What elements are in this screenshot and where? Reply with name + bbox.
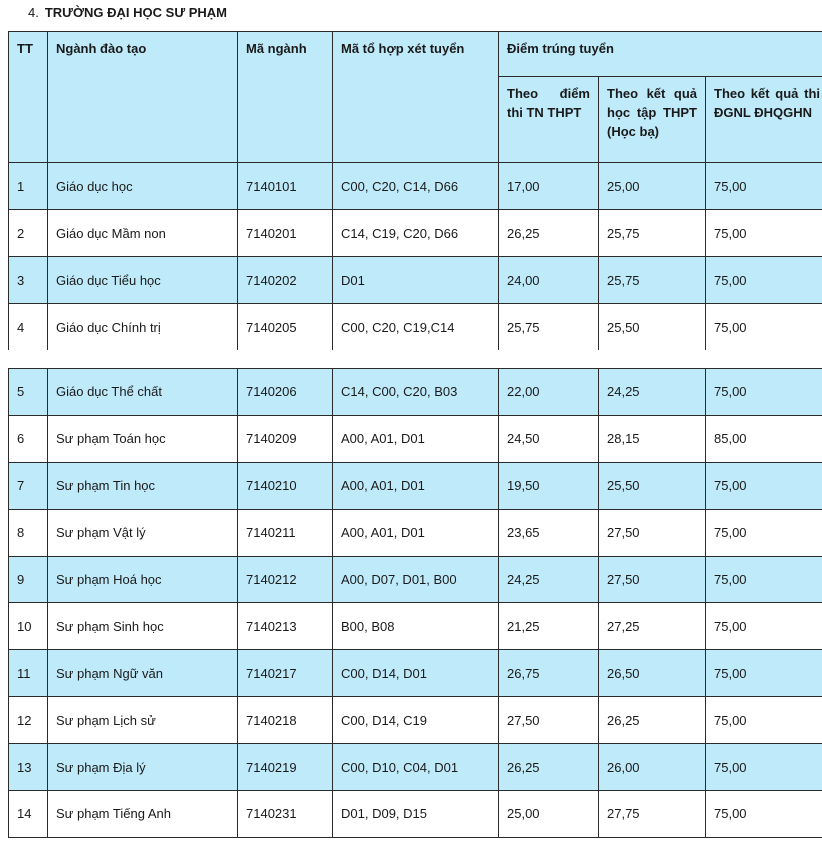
header-tt: TT bbox=[9, 32, 48, 163]
row-combo: A00, A01, D01 bbox=[333, 509, 499, 556]
row-combo: D01 bbox=[333, 257, 499, 304]
row-combo: A00, D07, D01, B00 bbox=[333, 556, 499, 603]
row-combo: B00, B08 bbox=[333, 603, 499, 650]
header-hocba: Theo kết quả học tập THPT (Học bạ) bbox=[599, 77, 706, 163]
row-score-dgnl: 75,00 bbox=[706, 257, 822, 304]
header-code: Mã ngành bbox=[238, 32, 333, 163]
row-combo: D01, D09, D15 bbox=[333, 791, 499, 838]
row-tt: 5 bbox=[9, 369, 48, 416]
header-score: Điểm trúng tuyển bbox=[499, 32, 822, 77]
row-score-thpt: 24,50 bbox=[499, 415, 599, 462]
table-row bbox=[9, 462, 822, 509]
table-row bbox=[9, 163, 822, 210]
row-major: Sư phạm Địa lý bbox=[48, 744, 238, 791]
row-major: Giáo dục Tiểu học bbox=[48, 257, 238, 304]
row-code: 7140209 bbox=[238, 415, 333, 462]
row-score-thpt: 19,50 bbox=[499, 462, 599, 509]
row-score-thpt: 27,50 bbox=[499, 697, 599, 744]
row-score-hocba: 25,50 bbox=[599, 304, 706, 351]
row-code: 7140201 bbox=[238, 210, 333, 257]
admission-scores-table-part-1 bbox=[8, 31, 822, 351]
row-score-dgnl: 75,00 bbox=[706, 462, 822, 509]
row-score-hocba: 26,50 bbox=[599, 650, 706, 697]
row-score-dgnl: 75,00 bbox=[706, 650, 822, 697]
table-row bbox=[9, 369, 822, 416]
row-major: Giáo dục Thể chất bbox=[48, 369, 238, 416]
row-score-dgnl: 75,00 bbox=[706, 210, 822, 257]
table-row bbox=[9, 257, 822, 304]
row-tt: 9 bbox=[9, 556, 48, 603]
row-tt: 1 bbox=[9, 163, 48, 210]
table-row bbox=[9, 210, 822, 257]
row-score-thpt: 25,00 bbox=[499, 791, 599, 838]
row-score-hocba: 27,50 bbox=[599, 556, 706, 603]
table-row bbox=[9, 415, 822, 462]
row-score-dgnl: 75,00 bbox=[706, 509, 822, 556]
row-major: Sư phạm Sinh học bbox=[48, 603, 238, 650]
row-score-hocba: 25,50 bbox=[599, 462, 706, 509]
table-row bbox=[9, 603, 822, 650]
row-tt: 13 bbox=[9, 744, 48, 791]
section-number: 4. bbox=[28, 5, 39, 20]
row-combo: C00, C20, C14, D66 bbox=[333, 163, 499, 210]
table-row bbox=[9, 697, 822, 744]
row-code: 7140210 bbox=[238, 462, 333, 509]
row-combo: C00, D14, C19 bbox=[333, 697, 499, 744]
row-score-hocba: 26,00 bbox=[599, 744, 706, 791]
row-tt: 14 bbox=[9, 791, 48, 838]
row-score-thpt: 26,25 bbox=[499, 210, 599, 257]
row-score-dgnl: 85,00 bbox=[706, 415, 822, 462]
section-title: TRƯỜNG ĐẠI HỌC SƯ PHẠM bbox=[44, 5, 228, 20]
row-score-hocba: 27,50 bbox=[599, 509, 706, 556]
row-code: 7140202 bbox=[238, 257, 333, 304]
row-score-dgnl: 75,00 bbox=[706, 697, 822, 744]
row-code: 7140205 bbox=[238, 304, 333, 351]
page-break bbox=[8, 350, 822, 361]
row-score-thpt: 24,00 bbox=[499, 257, 599, 304]
row-score-hocba: 27,75 bbox=[599, 791, 706, 838]
row-tt: 2 bbox=[9, 210, 48, 257]
admission-scores-table-part-2 bbox=[8, 368, 822, 838]
table-row bbox=[9, 556, 822, 603]
row-code: 7140206 bbox=[238, 369, 333, 416]
row-code: 7140211 bbox=[238, 509, 333, 556]
row-major: Sư phạm Tin học bbox=[48, 462, 238, 509]
header-thpt: Theo điểm thi TN THPT bbox=[499, 77, 599, 163]
table-row bbox=[9, 509, 822, 556]
row-tt: 6 bbox=[9, 415, 48, 462]
row-major: Sư phạm Tiếng Anh bbox=[48, 791, 238, 838]
row-tt: 12 bbox=[9, 697, 48, 744]
table-row bbox=[9, 744, 822, 791]
row-combo: C00, C20, C19,C14 bbox=[333, 304, 499, 351]
row-score-hocba: 25,75 bbox=[599, 257, 706, 304]
row-major: Giáo dục Mầm non bbox=[48, 210, 238, 257]
row-score-thpt: 25,75 bbox=[499, 304, 599, 351]
row-score-dgnl: 75,00 bbox=[706, 163, 822, 210]
row-major: Sư phạm Lịch sử bbox=[48, 697, 238, 744]
row-major: Giáo dục Chính trị bbox=[48, 304, 238, 351]
row-score-dgnl: 75,00 bbox=[706, 304, 822, 351]
row-score-thpt: 21,25 bbox=[499, 603, 599, 650]
row-major: Sư phạm Ngữ văn bbox=[48, 650, 238, 697]
row-score-thpt: 26,25 bbox=[499, 744, 599, 791]
table-row bbox=[9, 304, 822, 351]
row-code: 7140217 bbox=[238, 650, 333, 697]
row-tt: 7 bbox=[9, 462, 48, 509]
row-code: 7140213 bbox=[238, 603, 333, 650]
table-row bbox=[9, 650, 822, 697]
row-combo: C00, D14, D01 bbox=[333, 650, 499, 697]
row-major: Sư phạm Toán học bbox=[48, 415, 238, 462]
row-major: Sư phạm Vật lý bbox=[48, 509, 238, 556]
row-score-hocba: 24,25 bbox=[599, 369, 706, 416]
header-major: Ngành đào tạo bbox=[48, 32, 238, 163]
row-tt: 8 bbox=[9, 509, 48, 556]
row-combo: C00, D10, C04, D01 bbox=[333, 744, 499, 791]
row-tt: 10 bbox=[9, 603, 48, 650]
row-score-hocba: 25,00 bbox=[599, 163, 706, 210]
row-code: 7140219 bbox=[238, 744, 333, 791]
row-score-thpt: 26,75 bbox=[499, 650, 599, 697]
header-dgnl: Theo kết quả thi ĐGNL ĐHQGHN bbox=[706, 77, 822, 163]
row-code: 7140212 bbox=[238, 556, 333, 603]
row-tt: 3 bbox=[9, 257, 48, 304]
table-row bbox=[9, 791, 822, 838]
row-combo: A00, A01, D01 bbox=[333, 415, 499, 462]
row-combo: C14, C00, C20, B03 bbox=[333, 369, 499, 416]
row-tt: 11 bbox=[9, 650, 48, 697]
row-score-dgnl: 75,00 bbox=[706, 369, 822, 416]
row-score-dgnl: 75,00 bbox=[706, 603, 822, 650]
row-score-thpt: 17,00 bbox=[499, 163, 599, 210]
row-score-thpt: 24,25 bbox=[499, 556, 599, 603]
row-major: Giáo dục học bbox=[48, 163, 238, 210]
row-score-hocba: 26,25 bbox=[599, 697, 706, 744]
row-code: 7140101 bbox=[238, 163, 333, 210]
section-heading bbox=[28, 4, 227, 22]
row-score-thpt: 22,00 bbox=[499, 369, 599, 416]
row-major: Sư phạm Hoá học bbox=[48, 556, 238, 603]
row-score-hocba: 28,15 bbox=[599, 415, 706, 462]
row-score-dgnl: 75,00 bbox=[706, 556, 822, 603]
row-score-hocba: 25,75 bbox=[599, 210, 706, 257]
row-tt: 4 bbox=[9, 304, 48, 351]
row-combo: A00, A01, D01 bbox=[333, 462, 499, 509]
row-combo: C14, C19, C20, D66 bbox=[333, 210, 499, 257]
row-score-thpt: 23,65 bbox=[499, 509, 599, 556]
row-code: 7140218 bbox=[238, 697, 333, 744]
row-score-dgnl: 75,00 bbox=[706, 744, 822, 791]
header-combo: Mã tổ hợp xét tuyển bbox=[333, 32, 499, 163]
row-code: 7140231 bbox=[238, 791, 333, 838]
row-score-hocba: 27,25 bbox=[599, 603, 706, 650]
row-score-dgnl: 75,00 bbox=[706, 791, 822, 838]
